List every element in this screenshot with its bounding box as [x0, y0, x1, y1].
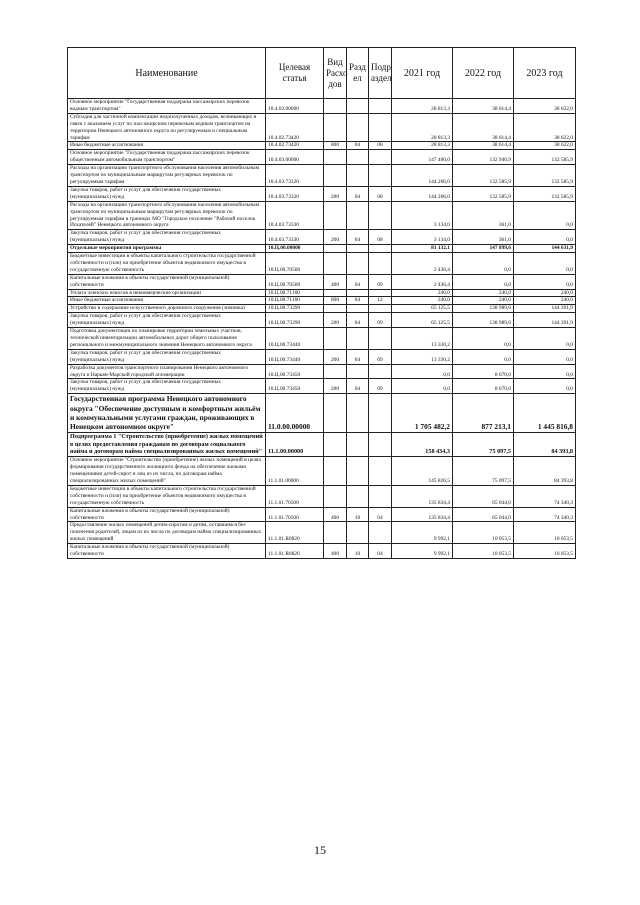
- cell-section: [347, 253, 369, 275]
- cell-type: 200: [324, 186, 347, 201]
- cell-type: [324, 165, 347, 187]
- cell-section: [347, 328, 369, 350]
- cell-2022: 877 213,1: [453, 394, 514, 433]
- cell-2022: 10 053,5: [453, 522, 514, 544]
- cell-section: [347, 305, 369, 313]
- table-row: [68, 142, 576, 150]
- table-row: [68, 165, 576, 187]
- cell-2022: 0,0: [453, 274, 514, 289]
- cell-subsection: [369, 432, 392, 456]
- cell-2023: 10 053,5: [514, 544, 576, 559]
- cell-code: 11.1.00.00000: [266, 432, 324, 456]
- cell-code: 10.Ц.00.73440: [266, 328, 324, 350]
- cell-section: 10: [347, 507, 369, 522]
- table-body: [68, 99, 576, 559]
- cell-2021: 0,0: [392, 379, 453, 394]
- cell-code: 11.1.01.70500: [266, 485, 324, 507]
- cell-2021: 145 826,5: [392, 457, 453, 486]
- table-row: [68, 201, 576, 230]
- header-type: Вид Расхо дов: [324, 48, 347, 99]
- table-row: [68, 485, 576, 507]
- cell-section: [347, 150, 369, 165]
- cell-code: 10.Ц.00.73450: [266, 364, 324, 379]
- cell-code: 10.4.03.73330: [266, 201, 324, 230]
- cell-2022: 132 946,9: [453, 150, 514, 165]
- cell-code: 11.1.01.00000: [266, 457, 324, 486]
- cell-2023: 74 340,3: [514, 507, 576, 522]
- cell-2022: 361,0: [453, 201, 514, 230]
- cell-subsection: [369, 99, 392, 114]
- cell-2022: 65 044,0: [453, 485, 514, 507]
- cell-2022: 147 899,6: [453, 245, 514, 253]
- table-row: [68, 253, 576, 275]
- cell-name: Закупка товаров, работ и услуг для обеспечения государственных (муниципальных) нужд: [68, 313, 266, 328]
- cell-name: Расходы на организацию транспортного обслуживания населения автомобильным транспортом по муниципальным маршрутам регулярных перевозок по регулируемым тарифам в границах МО "Городское поселение "Рабочий поселок Искателей" Ненецкого автономного округа: [68, 201, 266, 230]
- cell-subsection: 08: [369, 230, 392, 245]
- cell-2021: 144 266,0: [392, 186, 453, 201]
- cell-code: 10.Ц.00.00000: [266, 245, 324, 253]
- cell-subsection: [369, 364, 392, 379]
- cell-type: [324, 245, 347, 253]
- header-name: Наименование: [68, 48, 266, 99]
- table-row: [68, 289, 576, 297]
- cell-code: 10.4.03.73320: [266, 186, 324, 201]
- cell-name: Подпрограмма 1 "Строительство (приобретение) жилых помещений в целях предоставления гражданам по договорам социального найма и договорам найма специализированных жилых помещений": [68, 432, 266, 456]
- cell-2022: 0,0: [453, 349, 514, 364]
- cell-section: 04: [347, 230, 369, 245]
- cell-2023: 0,0: [514, 274, 576, 289]
- cell-name: Расходы на организацию транспортного обслуживания населения автомобильным транспортом по муниципальным маршрутам регулярных перевозок по регулируемым тарифам: [68, 165, 266, 187]
- cell-2021: 65 125,5: [392, 313, 453, 328]
- cell-name: Закупка товаров, работ и услуг для обеспечения государственных (муниципальных) нужд: [68, 379, 266, 394]
- cell-2023: 144 391,9: [514, 305, 576, 313]
- cell-section: 04: [347, 349, 369, 364]
- cell-type: 200: [324, 230, 347, 245]
- cell-type: [324, 328, 347, 350]
- cell-2021: 9 992,1: [392, 522, 453, 544]
- cell-2021: 13 330,2: [392, 349, 453, 364]
- cell-2022: 8 670,0: [453, 364, 514, 379]
- cell-2023: 38 622,0: [514, 99, 576, 114]
- cell-type: [324, 99, 347, 114]
- cell-2021: 9 992,1: [392, 544, 453, 559]
- cell-2023: 144 631,9: [514, 245, 576, 253]
- cell-section: [347, 245, 369, 253]
- cell-subsection: 04: [369, 544, 392, 559]
- cell-type: 200: [324, 313, 347, 328]
- cell-2022: 361,0: [453, 230, 514, 245]
- table-row: [68, 544, 576, 559]
- cell-name: Подготовка документации по планировке территории земельных участков, технической инвентаризации автомобильных дорог общего пользования регионального и межмуниципального значения Ненецкого автономного округа: [68, 328, 266, 350]
- cell-2022: 132 585,9: [453, 186, 514, 201]
- cell-2023: 1 445 816,8: [514, 394, 576, 433]
- header-section: Разд ел: [347, 48, 369, 99]
- cell-name: Иные бюджетные ассигнования: [68, 142, 266, 150]
- cell-type: [324, 457, 347, 486]
- cell-section: [347, 394, 369, 433]
- cell-2022: 75 097,5: [453, 457, 514, 486]
- cell-subsection: 09: [369, 349, 392, 364]
- cell-subsection: [369, 328, 392, 350]
- cell-name: Капитальные вложения в объекты государственной (муниципальной) собственности: [68, 544, 266, 559]
- cell-name: Бюджетные инвестиции в объекты капитального строительства государственной собственности и (или) на приобретение объектов недвижимого имущества в государственную собственность: [68, 253, 266, 275]
- cell-2022: 240,0: [453, 289, 514, 297]
- cell-2023: 0,0: [514, 230, 576, 245]
- cell-2021: 65 125,5: [392, 305, 453, 313]
- cell-2021: 3 134,0: [392, 201, 453, 230]
- table-row: [68, 113, 576, 142]
- cell-section: [347, 364, 369, 379]
- cell-2022: 38 614,4: [453, 99, 514, 114]
- table-row: [68, 186, 576, 201]
- cell-2023: 240,0: [514, 289, 576, 297]
- cell-2021: 158 434,3: [392, 432, 453, 456]
- cell-section: [347, 113, 369, 142]
- cell-code: 10.4.02.73420: [266, 113, 324, 142]
- cell-2021: 28 813,3: [392, 142, 453, 150]
- cell-2021: 0,0: [392, 364, 453, 379]
- cell-2023: 0,0: [514, 253, 576, 275]
- cell-subsection: [369, 305, 392, 313]
- cell-2021: 135 834,4: [392, 507, 453, 522]
- cell-2022: 75 097,5: [453, 432, 514, 456]
- cell-section: 10: [347, 544, 369, 559]
- cell-type: [324, 485, 347, 507]
- budget-table: [67, 47, 576, 559]
- cell-section: [347, 289, 369, 297]
- cell-code: 10.Ц.00.70500: [266, 274, 324, 289]
- cell-subsection: [369, 394, 392, 433]
- cell-type: [324, 394, 347, 433]
- cell-code: 10.4.02.73420: [266, 142, 324, 150]
- cell-code: 11.1.01.R0820: [266, 522, 324, 544]
- cell-2023: 0,0: [514, 364, 576, 379]
- cell-2023: 74 340,3: [514, 485, 576, 507]
- header-subsection: Подр аздел: [369, 48, 392, 99]
- cell-2023: 10 053,5: [514, 522, 576, 544]
- cell-subsection: [369, 457, 392, 486]
- table-row: [68, 328, 576, 350]
- cell-section: [347, 457, 369, 486]
- table-row: [68, 313, 576, 328]
- cell-2023: 0,0: [514, 379, 576, 394]
- cell-2023: 132 585,9: [514, 150, 576, 165]
- page-number: 15: [314, 843, 326, 857]
- cell-type: 400: [324, 507, 347, 522]
- header-code: Целевая статья: [266, 48, 324, 99]
- cell-code: 10.Ц.00.70500: [266, 253, 324, 275]
- header-2022: 2022 год: [453, 48, 514, 99]
- cell-section: 04: [347, 142, 369, 150]
- cell-2022: 138 989,6: [453, 305, 514, 313]
- cell-code: 11.1.01.R0820: [266, 544, 324, 559]
- cell-2021: 147 400,0: [392, 150, 453, 165]
- cell-2023: 38 622,0: [514, 113, 576, 142]
- cell-subsection: 08: [369, 186, 392, 201]
- cell-2021: 144 266,0: [392, 165, 453, 187]
- cell-2021: 13 330,2: [392, 328, 453, 350]
- cell-name: Основное мероприятие "Строительство (приобретение) жилых помещений в целях формирования государственного жилищного фонда на обеспечение жилыми помещениями детей-сирот и лиц из их числа, по договорам найма специализированных жилых помещений": [68, 457, 266, 486]
- cell-code: 10.Ц.00.73290: [266, 305, 324, 313]
- cell-type: 800: [324, 142, 347, 150]
- cell-name: Устройство и содержание искусственного дорожного сооружения (зимника): [68, 305, 266, 313]
- cell-subsection: [369, 253, 392, 275]
- table-row: [68, 99, 576, 114]
- cell-2022: 10 053,5: [453, 544, 514, 559]
- cell-2023: 132 585,9: [514, 165, 576, 187]
- header-2023: 2023 год: [514, 48, 576, 99]
- cell-name: Уплата членских взносов в некоммерческие организации: [68, 289, 266, 297]
- cell-code: 10.4.03.73320: [266, 165, 324, 187]
- table-row: [68, 274, 576, 289]
- cell-section: 04: [347, 186, 369, 201]
- cell-type: [324, 289, 347, 297]
- cell-section: [347, 165, 369, 187]
- table-row: [68, 297, 576, 305]
- table-row: [68, 349, 576, 364]
- cell-name: Отдельные мероприятия программы: [68, 245, 266, 253]
- cell-name: Капитальные вложения в объекты государственной (муниципальной) собственности: [68, 507, 266, 522]
- cell-section: 04: [347, 297, 369, 305]
- cell-2023: 0,0: [514, 201, 576, 230]
- cell-type: 200: [324, 349, 347, 364]
- cell-subsection: 09: [369, 313, 392, 328]
- cell-2021: 135 834,4: [392, 485, 453, 507]
- cell-type: 400: [324, 544, 347, 559]
- cell-2023: 84 393,8: [514, 432, 576, 456]
- table-row: [68, 230, 576, 245]
- cell-2021: 1 705 482,2: [392, 394, 453, 433]
- cell-subsection: [369, 113, 392, 142]
- cell-code: 10.4.03.00000: [266, 150, 324, 165]
- cell-section: [347, 522, 369, 544]
- cell-code: 10.Ц.00.71160: [266, 289, 324, 297]
- cell-2022: 138 989,6: [453, 313, 514, 328]
- table-row: [68, 364, 576, 379]
- cell-2023: 240,0: [514, 297, 576, 305]
- table-row: [68, 150, 576, 165]
- cell-2021: 2 436,4: [392, 253, 453, 275]
- cell-2021: 240,0: [392, 297, 453, 305]
- cell-name: Иные бюджетные ассигнования: [68, 297, 266, 305]
- table-row: [68, 432, 576, 456]
- cell-type: [324, 364, 347, 379]
- cell-subsection: 08: [369, 142, 392, 150]
- cell-code: 10.Ц.00.73290: [266, 313, 324, 328]
- cell-2021: 81 132,1: [392, 245, 453, 253]
- cell-name: Основное мероприятие "Государственная поддержка пассажирских перевозок водным транспортом": [68, 99, 266, 114]
- cell-2021: 28 813,3: [392, 99, 453, 114]
- cell-2021: 28 813,3: [392, 113, 453, 142]
- cell-name: Субсидия для частичной компенсации недополученных доходов, возникающих в связи с оказанием услуг по пассажирским перевозкам водным транспортом на территории Ненецкого автономного округа по регулируемым и специальным тарифам: [68, 113, 266, 142]
- cell-type: 200: [324, 379, 347, 394]
- cell-code: 10.Ц.00.73450: [266, 379, 324, 394]
- cell-name: Государственная программа Ненецкого автономного округа "Обеспечение доступным и комфортным жильём и коммунальными услугами граждан, проживающих в Ненецком автономном округе": [68, 394, 266, 433]
- table-row: [68, 457, 576, 486]
- cell-name: Закупка товаров, работ и услуг для обеспечения государственных (муниципальных) нужд: [68, 186, 266, 201]
- cell-2023: 84 393,8: [514, 457, 576, 486]
- cell-subsection: 09: [369, 379, 392, 394]
- cell-section: [347, 485, 369, 507]
- cell-subsection: 09: [369, 274, 392, 289]
- cell-2021: 2 436,4: [392, 274, 453, 289]
- table-row: [68, 507, 576, 522]
- cell-2022: 240,0: [453, 297, 514, 305]
- cell-subsection: [369, 245, 392, 253]
- cell-2022: 132 585,9: [453, 165, 514, 187]
- cell-type: [324, 253, 347, 275]
- cell-section: 04: [347, 274, 369, 289]
- cell-subsection: [369, 201, 392, 230]
- cell-2023: 132 585,9: [514, 186, 576, 201]
- cell-code: 10.4.03.73330: [266, 230, 324, 245]
- table-row: [68, 245, 576, 253]
- cell-name: Закупка товаров, работ и услуг для обеспечения государственных (муниципальных) нужд: [68, 349, 266, 364]
- cell-section: 04: [347, 379, 369, 394]
- cell-type: 400: [324, 274, 347, 289]
- cell-subsection: 12: [369, 297, 392, 305]
- cell-subsection: [369, 289, 392, 297]
- cell-subsection: [369, 165, 392, 187]
- cell-2021: 240,0: [392, 289, 453, 297]
- cell-type: 800: [324, 297, 347, 305]
- cell-section: [347, 99, 369, 114]
- cell-2023: 38 622,0: [514, 142, 576, 150]
- cell-code: 10.4.02.00000: [266, 99, 324, 114]
- cell-2023: 0,0: [514, 349, 576, 364]
- cell-type: [324, 150, 347, 165]
- cell-subsection: [369, 522, 392, 544]
- cell-type: [324, 522, 347, 544]
- table-row: [68, 394, 576, 433]
- cell-type: [324, 305, 347, 313]
- cell-subsection: [369, 150, 392, 165]
- cell-name: Закупка товаров, работ и услуг для обеспечения государственных (муниципальных) нужд: [68, 230, 266, 245]
- header-2021: 2021 год: [392, 48, 453, 99]
- cell-name: Предоставление жилых помещений детям-сиротам и детям, оставшимся без попечения родителей, лицам из их числа по договорам найма специализированных жилых помещений: [68, 522, 266, 544]
- cell-code: 11.0.00.00000: [266, 394, 324, 433]
- cell-code: 10.Ц.00.71160: [266, 297, 324, 305]
- cell-type: [324, 201, 347, 230]
- table-header-row: [68, 48, 576, 99]
- cell-2022: 0,0: [453, 328, 514, 350]
- cell-2022: 38 614,4: [453, 142, 514, 150]
- cell-2023: 144 391,9: [514, 313, 576, 328]
- cell-name: Бюджетные инвестиции в объекты капитального строительства государственной собственности и (или) на приобретение объектов недвижимого имущества в государственную собственность: [68, 485, 266, 507]
- cell-section: [347, 432, 369, 456]
- cell-section: 04: [347, 313, 369, 328]
- cell-name: Разработка документов транспортного планирования Ненецкого автономного округа и Нарьян-Марской городской агломерации: [68, 364, 266, 379]
- cell-subsection: [369, 485, 392, 507]
- cell-name: Основное мероприятие "Государственная поддержка пассажирских перевозок общественным автомобильным транспортом": [68, 150, 266, 165]
- cell-2022: 38 614,4: [453, 113, 514, 142]
- cell-type: [324, 432, 347, 456]
- cell-subsection: 04: [369, 507, 392, 522]
- cell-type: [324, 113, 347, 142]
- cell-name: Капитальные вложения в объекты государственной (муниципальной) собственности: [68, 274, 266, 289]
- cell-section: [347, 201, 369, 230]
- cell-2022: 8 670,0: [453, 379, 514, 394]
- cell-code: 10.Ц.00.73440: [266, 349, 324, 364]
- table-row: [68, 379, 576, 394]
- table-row: [68, 522, 576, 544]
- cell-code: 11.1.01.70500: [266, 507, 324, 522]
- cell-2023: 0,0: [514, 328, 576, 350]
- cell-2021: 3 134,0: [392, 230, 453, 245]
- table-row: [68, 305, 576, 313]
- cell-2022: 65 044,0: [453, 507, 514, 522]
- cell-2022: 0,0: [453, 253, 514, 275]
